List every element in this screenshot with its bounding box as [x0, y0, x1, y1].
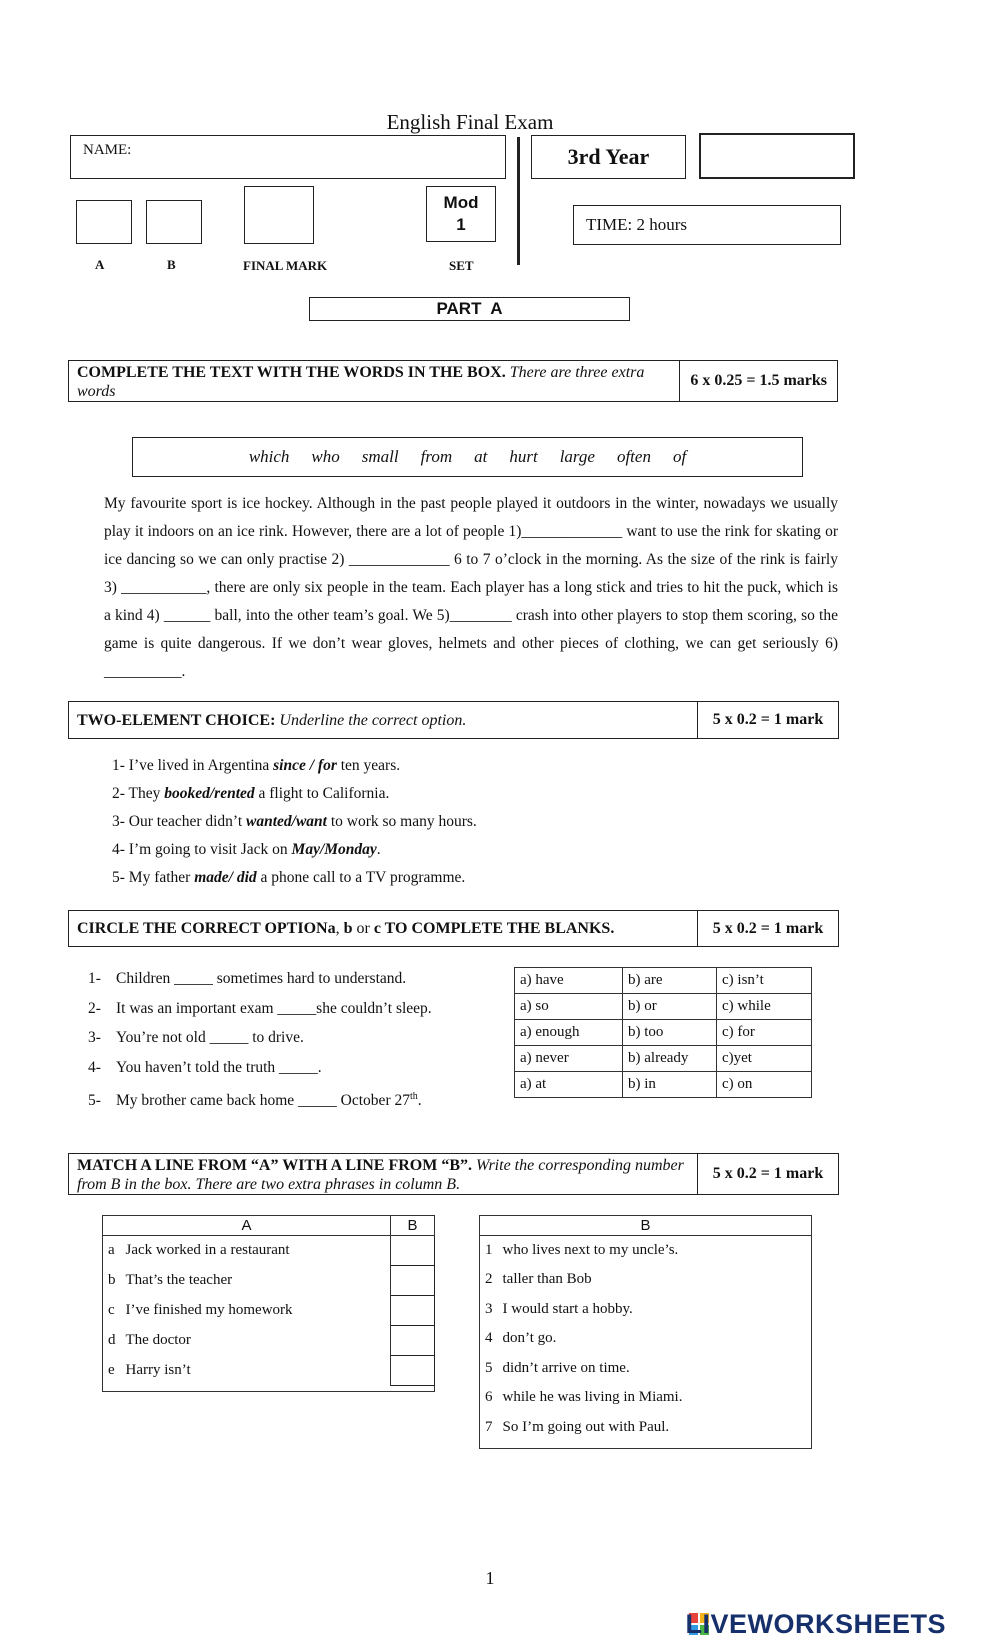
section1-instruction-bold: COMPLETE THE TEXT WITH THE WORDS IN THE BOX.: [77, 364, 506, 381]
table-b-row: [480, 1383, 812, 1413]
table-b-row: [480, 1295, 812, 1325]
option-a[interactable]: a) enough: [515, 1020, 623, 1046]
table-b-row: [480, 1265, 812, 1295]
option-b[interactable]: b) are: [623, 968, 717, 994]
section1-header: [68, 360, 838, 402]
time-box: TIME: 2 hours: [573, 205, 841, 245]
blanks-list: [88, 964, 432, 1116]
choice-item-options[interactable]: made/ did: [194, 869, 257, 886]
table-a-key: a: [108, 1242, 115, 1259]
word-box-item: which: [248, 447, 290, 466]
section4-marks: 5 x 0.2 = 1 mark: [697, 1154, 838, 1194]
choice-item-text: 5- My father: [112, 869, 195, 886]
table-a-header: A: [103, 1216, 391, 1236]
blank-item: [88, 964, 432, 994]
word-box-item: small: [361, 447, 399, 466]
blank-item-number: 3-: [88, 1029, 101, 1046]
option-a[interactable]: a) at: [515, 1072, 623, 1098]
table-b-key: 6: [485, 1389, 493, 1406]
choice-item: [112, 780, 477, 808]
choice-item-text: to work so many hours.: [326, 813, 477, 830]
table-b-text: don’t go.: [502, 1330, 557, 1347]
blank-box[interactable]: [699, 133, 855, 179]
table-b-key: 2: [485, 1271, 493, 1288]
section3-inst-sep: ,: [335, 920, 344, 937]
table-b-row: [480, 1236, 812, 1266]
table-a-box-header: B: [391, 1216, 435, 1236]
table-b-key: 4: [485, 1330, 493, 1347]
choice-item-text: 2- They: [112, 785, 165, 802]
table-b-text: who lives next to my uncle’s.: [502, 1242, 679, 1258]
year-box: 3rd Year: [531, 135, 686, 179]
table-a-key: c: [108, 1302, 115, 1318]
mod-box: [426, 186, 496, 242]
word-box-item: from: [420, 447, 453, 466]
choice-item-text: 1- I’ve lived in Argentina: [112, 757, 274, 774]
table-b-row: [480, 1354, 812, 1384]
blank-item-number: 2-: [88, 999, 101, 1017]
section2-header: [68, 701, 839, 739]
option-c[interactable]: c)yet: [717, 1046, 812, 1072]
option-a[interactable]: a) so: [515, 994, 623, 1020]
table-a-row: [103, 1266, 435, 1296]
table-b-text: while he was living in Miami.: [502, 1389, 683, 1406]
table-a-key: d: [108, 1332, 116, 1348]
option-c[interactable]: c) while: [717, 994, 812, 1020]
choice-item: [112, 864, 477, 892]
option-c[interactable]: c) isn’t: [717, 968, 812, 994]
section3-marks: 5 x 0.2 = 1 mark: [697, 911, 838, 946]
section4-header: [68, 1153, 839, 1195]
blank-item-text: You’re not old _____ to drive.: [116, 1029, 304, 1046]
blank-item: [88, 994, 432, 1024]
option-b[interactable]: b) already: [623, 1046, 717, 1072]
option-a[interactable]: a) never: [515, 1046, 623, 1072]
table-a-key: b: [108, 1272, 116, 1288]
section4-instruction-bold: MATCH A LINE FROM “A” WITH A LINE FROM “B”.: [77, 1157, 472, 1174]
match-table-b: [479, 1215, 812, 1449]
section1-instruction: [69, 361, 679, 401]
final-mark-box[interactable]: [244, 186, 314, 244]
table-a-spacer-cell: [103, 1386, 121, 1392]
answer-box[interactable]: [391, 1356, 435, 1386]
blank-item-number: 5-: [88, 1092, 101, 1110]
label-b: B: [167, 257, 176, 272]
label-final-mark: FINAL MARK: [243, 258, 328, 273]
section4-instruction-italic: Write the corresponding number from B in the box. There are two extra phrases in column B.: [77, 1157, 684, 1193]
label-set: SET: [449, 258, 474, 273]
liveworksheets-brand: LIVEWORKSHEETS: [685, 1609, 946, 1639]
blank-item: [88, 1082, 432, 1116]
table-b-text: taller than Bob: [502, 1271, 592, 1288]
answer-box[interactable]: [391, 1266, 435, 1296]
mod-label: Mod: [443, 193, 479, 212]
name-field[interactable]: [70, 135, 506, 179]
option-b[interactable]: b) too: [623, 1020, 717, 1046]
choice-item-options[interactable]: since / for: [273, 757, 337, 774]
choice-item-options[interactable]: booked/rented: [164, 785, 255, 802]
table-a-text: I’ve finished my homework: [121, 1296, 391, 1326]
option-c[interactable]: c) for: [717, 1020, 812, 1046]
choice-item: [112, 752, 477, 780]
choice-item-text: a flight to California.: [254, 785, 390, 802]
table-a-text: Harry isn’t: [121, 1356, 391, 1386]
word-box: [132, 437, 803, 477]
table-a-row: [103, 1356, 435, 1386]
choice-item: [112, 836, 477, 864]
table-b-key: 3: [485, 1300, 493, 1317]
section3-instruction-main: CIRCLE THE CORRECT OPTION: [77, 920, 328, 937]
blank-item: [88, 1053, 432, 1083]
table-a-text: That’s the teacher: [121, 1266, 391, 1296]
blank-item-number: 4-: [88, 1058, 101, 1076]
option-c[interactable]: c) on: [717, 1072, 812, 1098]
page-number: 1: [485, 1568, 495, 1588]
options-row: [515, 994, 812, 1020]
table-b-spacer-cell: [480, 1442, 498, 1448]
blank-item-text: It was an important exam _____she couldn’t sleep.: [116, 999, 432, 1017]
part-title: PART A: [309, 297, 630, 321]
blank-item-end: .: [417, 1092, 422, 1110]
word-box-item: at: [474, 447, 488, 466]
section1-instruction-italic: There are three extra words: [77, 364, 645, 400]
mark-box-b[interactable]: [146, 200, 202, 244]
vertical-divider: [517, 137, 520, 265]
section3-inst-a: a: [327, 920, 336, 937]
section2-instruction-bold: TWO-ELEMENT CHOICE:: [77, 711, 276, 729]
word-box-item: large: [559, 447, 595, 466]
table-a-key: e: [108, 1362, 115, 1378]
choice-item-text: 4- I’m going to visit Jack on: [112, 841, 292, 858]
section3-inst-b: b: [343, 920, 353, 937]
section1-marks: 6 x 0.25 = 1.5 marks: [679, 361, 837, 401]
section2-instruction: [69, 702, 697, 738]
label-a: A: [95, 257, 105, 272]
mark-box-a[interactable]: [76, 200, 132, 244]
answer-box[interactable]: [391, 1296, 435, 1326]
table-b-header-row: [480, 1216, 812, 1236]
blank-item-text: My brother came back home _____ October 27: [116, 1092, 410, 1110]
option-b[interactable]: b) in: [623, 1072, 717, 1098]
section3-inst-end: TO COMPLETE THE BLANKS.: [380, 920, 615, 937]
section3-inst-c: c: [373, 920, 381, 937]
section3-instruction: [69, 911, 697, 946]
table-a-text: The doctor: [121, 1326, 391, 1356]
exam-title: English Final Exam: [386, 110, 554, 134]
table-b-row: [480, 1324, 812, 1354]
table-b-spacer: [480, 1442, 812, 1448]
section2-marks: 5 x 0.2 = 1 mark: [697, 702, 838, 738]
two-element-list: [112, 752, 477, 892]
table-b-key: 1: [485, 1242, 493, 1258]
word-box-item: often: [616, 447, 651, 466]
table-a-row: [103, 1326, 435, 1356]
options-row: [515, 968, 812, 994]
table-b-key: 7: [485, 1418, 493, 1435]
cloze-paragraph: My favourite sport is ice hockey. Although in the past people played it outdoors in the winter, nowadays we usually play it indoors on an ice rink. However, there are a lot of people 1)_____________ want to use the rink for skating or ice dancing so we can only practise 2) _____________ 6 to 7 o’clock in the morning. As the size of the rink is fairly 3) ___________, there are only six people in the team. Each player has a long stick and tries to hit the puck, which is a kind 4) ______ ball, into the other team’s goal. We 5)________ crash into other players to stop them scoring, so the game is quite dangerous. If we don’t wear gloves, helmets and other pieces of clothing, we can get seriously 6) __________.: [104, 495, 838, 680]
table-b-key: 5: [485, 1359, 493, 1376]
blank-item-superscript: th: [409, 1091, 418, 1102]
choice-item-options[interactable]: May/Monday: [291, 841, 377, 858]
choice-item-options[interactable]: wanted/want: [246, 813, 327, 830]
table-a-text: Jack worked in a restaurant: [121, 1236, 391, 1266]
blank-item-text: You haven’t told the truth _____.: [116, 1058, 322, 1076]
choice-item-text: .: [376, 841, 381, 858]
section3-header: [68, 910, 839, 947]
choice-item-text: a phone call to a TV programme.: [256, 869, 466, 886]
table-b-text: I would start a hobby.: [502, 1300, 633, 1317]
table-b-text: So I’m going out with Paul.: [502, 1418, 670, 1435]
options-row: [515, 1020, 812, 1046]
section3-inst-or: or: [352, 920, 374, 937]
blank-item: [88, 1023, 432, 1053]
blank-item-text: Children _____ sometimes hard to understand.: [116, 970, 407, 987]
table-a-row: [103, 1296, 435, 1326]
table-b-header: B: [480, 1216, 812, 1236]
table-b-row: [480, 1413, 812, 1443]
choice-item: [112, 808, 477, 836]
word-box-item: who: [311, 447, 340, 466]
table-a-spacer: [103, 1386, 435, 1392]
choice-item-text: 3- Our teacher didn’t: [112, 813, 246, 830]
table-a-header-row: [103, 1216, 435, 1236]
options-row: [515, 1072, 812, 1098]
answer-box[interactable]: [391, 1236, 435, 1266]
table-a-row: [103, 1236, 435, 1266]
blank-item-number: 1-: [88, 970, 101, 987]
option-b[interactable]: b) or: [623, 994, 717, 1020]
option-a[interactable]: a) have: [515, 968, 623, 994]
section4-instruction: [69, 1154, 697, 1194]
choice-item-text: ten years.: [336, 757, 401, 774]
table-b-text: didn’t arrive on time.: [502, 1359, 630, 1376]
word-box-item: of: [672, 447, 687, 466]
answer-box[interactable]: [391, 1326, 435, 1356]
name-label: NAME:: [83, 142, 132, 158]
options-row: [515, 1046, 812, 1072]
match-table-a: [102, 1215, 435, 1392]
section2-instruction-italic: Underline the correct option.: [279, 711, 467, 729]
options-table: [514, 967, 812, 1098]
mod-number: 1: [456, 215, 466, 234]
word-box-item: hurt: [509, 447, 538, 466]
